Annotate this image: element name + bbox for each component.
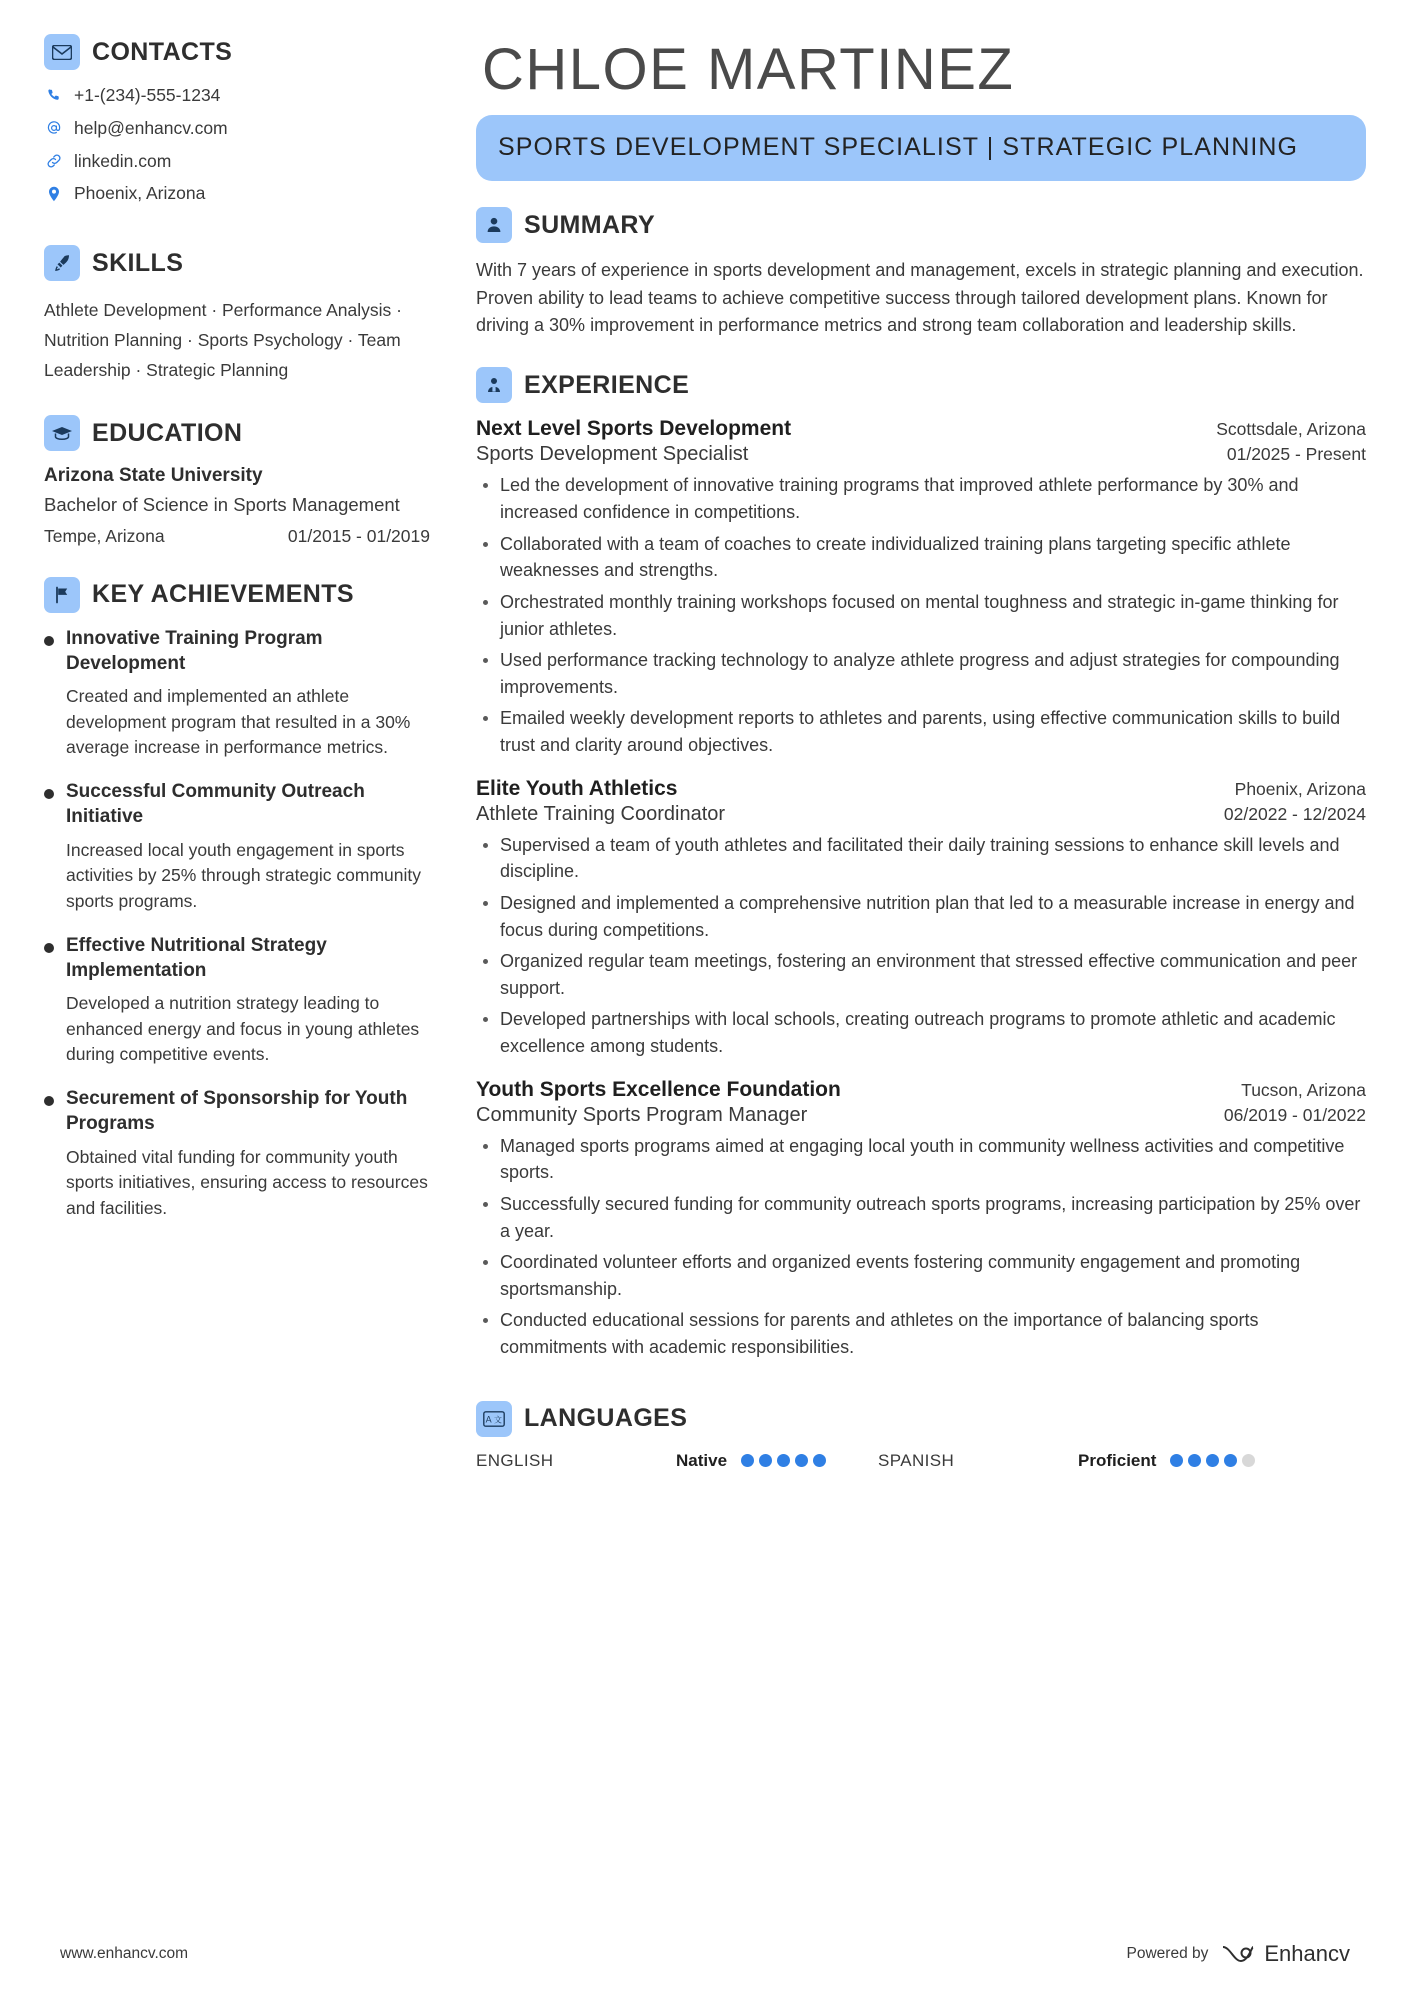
languages-section-header <box>476 1401 1366 1437</box>
contact-linkedin-text: linkedin.com <box>74 150 172 171</box>
language-spanish <box>878 1451 1255 1471</box>
language-level: Native <box>676 1450 728 1470</box>
achievement-desc: Increased local youth engagement in sports activities by 25% through strategic community sports programs. <box>66 839 422 911</box>
achievement-item <box>44 780 436 914</box>
achievement-title: Successful Community Outreach Initiative <box>66 781 365 828</box>
bullet-dot <box>44 636 54 646</box>
powered-by-label: Powered by <box>1126 1945 1209 1962</box>
language-name: SPANISH <box>878 1450 955 1470</box>
summary-text: With 7 years of experience in sports development and management, excels in strategic planning and execution. Proven ability to lead teams to achieve competitive success through tailored development plans. Known for driving a 30% improvement in performance metrics and strong team collaboration and leadership skills. <box>476 260 1364 336</box>
job-bullet: Organized regular team meetings, fostering an environment that stressed effective communication and peer support. <box>476 948 1366 1001</box>
spacer <box>44 215 436 245</box>
languages-row <box>476 1451 1366 1471</box>
person-badge-icon <box>476 367 512 403</box>
at-icon <box>44 120 64 136</box>
rating-dot <box>741 1454 754 1467</box>
candidate-title: SPORTS DEVELOPMENT SPECIALIST | STRATEGIC PLANNING <box>476 115 1366 182</box>
experience-entry <box>476 417 1366 758</box>
job-bullet: Developed partnerships with local schools, creating outreach programs to promote athletic and academic excellence among students. <box>476 1006 1366 1059</box>
job-bullets <box>476 472 1366 758</box>
contact-location-text: Phoenix, Arizona <box>74 183 206 204</box>
achievement-title: Securement of Sponsorship for Youth Programs <box>66 1088 408 1135</box>
rating-dot <box>1170 1454 1183 1467</box>
summary-heading: SUMMARY <box>524 210 656 239</box>
language-name: ENGLISH <box>476 1450 554 1470</box>
language-level: Proficient <box>1078 1450 1157 1470</box>
candidate-name: CHLOE MARTINEZ <box>482 37 1015 102</box>
rating-dot <box>759 1454 772 1467</box>
job-dates: 02/2022 - 12/2024 <box>1223 803 1366 824</box>
footer-website[interactable]: www.enhancv.com <box>60 1945 189 1962</box>
skills-section-header <box>44 245 436 281</box>
job-bullet: Managed sports programs aimed at engaging local youth in community wellness activities and competitive sports. <box>476 1133 1366 1186</box>
language-rating <box>1170 1454 1255 1467</box>
rating-dot <box>795 1454 808 1467</box>
footer-powered-by <box>1127 1941 1350 1967</box>
achievement-item <box>44 934 436 1068</box>
job-company: Next Level Sports Development <box>476 417 792 441</box>
achievement-title: Innovative Training Program Development <box>66 627 323 674</box>
job-bullet: Successfully secured funding for community outreach sports programs, increasing participation by 25% over a year. <box>476 1191 1366 1244</box>
education-meta <box>44 526 436 547</box>
achievements-section-header <box>44 577 436 613</box>
bullet-dot <box>44 1096 54 1106</box>
footer <box>0 1941 1410 1967</box>
job-bullet: Coordinated volunteer efforts and organized events fostering community engagement and promoting sportsmanship. <box>476 1249 1366 1302</box>
experience-heading: EXPERIENCE <box>524 370 690 399</box>
enhancv-logo <box>1220 1941 1350 1967</box>
graduation-cap-icon <box>44 415 80 451</box>
job-company: Elite Youth Athletics <box>476 776 678 800</box>
job-bullet: Led the development of innovative training programs that improved athlete performance by 30% and increased confidence in competitions. <box>476 472 1366 525</box>
experience-entry <box>476 777 1366 1060</box>
education-location: Tempe, Arizona <box>44 525 165 546</box>
job-company: Youth Sports Excellence Foundation <box>476 1077 841 1101</box>
main-content <box>464 34 1366 1995</box>
job-location: Phoenix, Arizona <box>1234 778 1366 799</box>
job-location: Scottsdale, Arizona <box>1216 419 1366 440</box>
language-rating <box>741 1454 826 1467</box>
phone-icon <box>44 88 64 103</box>
contacts-heading: CONTACTS <box>92 37 233 66</box>
enhancv-wordmark: Enhancv <box>1264 1941 1350 1966</box>
languages-heading: LANGUAGES <box>524 1404 688 1433</box>
contacts-section-header <box>44 34 436 70</box>
bullet-dot <box>44 943 54 953</box>
skills-list: Athlete Development · Performance Analysis · Nutrition Planning · Sports Psychology · Team Leadership · Strategic Planning <box>44 300 402 381</box>
experience-section-header <box>476 367 1366 403</box>
achievement-item <box>44 1087 436 1221</box>
skills-heading: SKILLS <box>92 248 184 277</box>
job-bullet: Designed and implemented a comprehensive nutrition plan that led to a measurable increase in energy and focus during competitions. <box>476 890 1366 943</box>
achievement-desc: Obtained vital funding for community youth sports initiatives, ensuring access to resources and facilities. <box>66 1146 428 1218</box>
job-bullet: Supervised a team of youth athletes and facilitated their daily training sessions to enhance skill levels and discipline. <box>476 832 1366 885</box>
job-dates: 01/2025 - Present <box>1226 444 1366 465</box>
rating-dot <box>1206 1454 1219 1467</box>
job-role: Sports Development Specialist <box>476 443 749 466</box>
contact-email-text: help@enhancv.com <box>74 117 228 138</box>
achievement-title: Effective Nutritional Strategy Implementation <box>66 934 327 981</box>
enhancv-mark-icon <box>1220 1943 1256 1965</box>
spacer <box>476 345 1366 367</box>
rocket-icon <box>44 245 80 281</box>
contact-linkedin <box>44 150 436 173</box>
bullet-dot <box>44 789 54 799</box>
envelope-icon <box>44 34 80 70</box>
job-bullet: Conducted educational sessions for parents and athletes on the importance of balancing sports commitments with academic responsibilities. <box>476 1307 1366 1360</box>
job-bullet: Orchestrated monthly training workshops focused on mental toughness and strategic in-game thinking for junior athletes. <box>476 589 1366 642</box>
spacer <box>44 385 436 415</box>
education-heading: EDUCATION <box>92 418 243 447</box>
language-english <box>476 1451 826 1471</box>
job-bullet: Used performance tracking technology to analyze athlete progress and adjust strategies for compounding improvements. <box>476 647 1366 700</box>
location-pin-icon <box>44 186 64 202</box>
link-icon <box>44 153 64 169</box>
flag-icon <box>44 577 80 613</box>
achievement-desc: Created and implemented an athlete development program that resulted in a 30% average increase in performance metrics. <box>66 686 411 757</box>
job-bullets <box>476 832 1366 1060</box>
education-school: Arizona State University <box>44 465 263 487</box>
rating-dot <box>1224 1454 1237 1467</box>
sidebar <box>44 34 464 1995</box>
contact-location <box>44 182 436 205</box>
job-role: Athlete Training Coordinator <box>476 802 726 825</box>
contact-phone-text: +1-(234)-555-1234 <box>74 85 221 105</box>
rating-dot <box>777 1454 790 1467</box>
job-dates: 06/2019 - 01/2022 <box>1223 1104 1366 1125</box>
svg-text:A: A <box>485 1414 492 1425</box>
summary-section-header <box>476 207 1366 243</box>
education-degree: Bachelor of Science in Sports Management <box>44 494 400 516</box>
achievement-desc: Developed a nutrition strategy leading to enhanced energy and focus in young athletes during competitive events. <box>66 993 420 1064</box>
job-bullets <box>476 1133 1366 1361</box>
achievements-heading: KEY ACHIEVEMENTS <box>92 580 355 609</box>
spacer <box>44 547 436 577</box>
translate-icon <box>476 1401 512 1437</box>
job-bullet: Collaborated with a team of coaches to create individualized training plans targeting specific athlete weaknesses and strengths. <box>476 531 1366 584</box>
rating-dot-empty <box>1242 1454 1255 1467</box>
rating-dot <box>1188 1454 1201 1467</box>
contact-phone <box>44 84 436 107</box>
job-location: Tucson, Arizona <box>1241 1079 1366 1100</box>
rating-dot <box>813 1454 826 1467</box>
education-section-header <box>44 415 436 451</box>
achievement-item <box>44 627 436 761</box>
person-icon <box>476 207 512 243</box>
experience-entry <box>476 1078 1366 1361</box>
job-role: Community Sports Program Manager <box>476 1103 808 1126</box>
education-dates: 01/2015 - 01/2019 <box>287 525 430 546</box>
job-bullet: Emailed weekly development reports to athletes and parents, using effective communication skills to build trust and clarity around objectives. <box>476 705 1366 758</box>
spacer <box>476 1379 1366 1401</box>
contact-email <box>44 117 436 140</box>
svg-text:文: 文 <box>494 1415 502 1425</box>
